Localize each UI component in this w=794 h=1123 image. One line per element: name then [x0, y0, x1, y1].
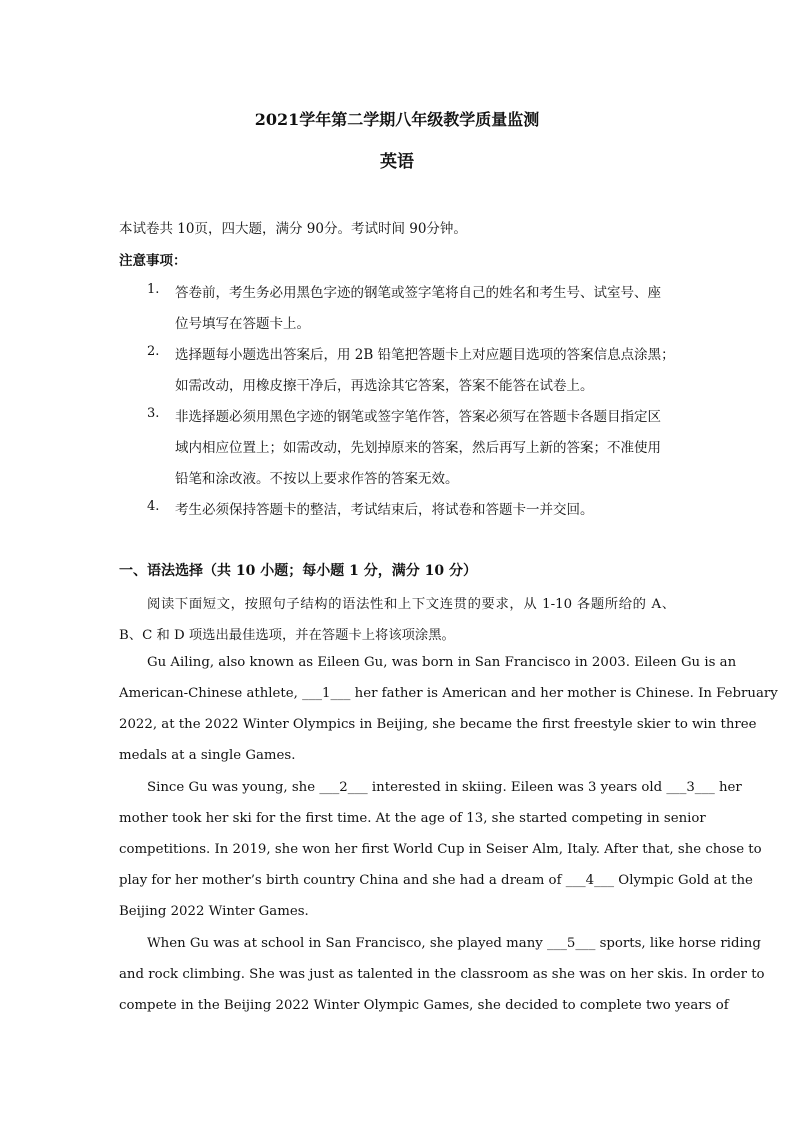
- subject-title: 英语: [380, 152, 414, 172]
- intro-text: 本试卷共 10页，四大题，满分 90分。考试时间 90分钟。: [119, 221, 467, 237]
- passage-line: competitions. In 2019, she won her first World Cup in Seiser Alm, Italy. After that, she chose to: [119, 842, 762, 857]
- passage-line: Since Gu was young, she ___2___ interested in skiing. Eileen was 3 years old ___3___ her: [147, 780, 742, 795]
- passage-line: and rock climbing. She was just as talented in the classroom as she was on her skis. In order to: [119, 967, 765, 982]
- instruction-line: B、C 和 D 项选出最佳选项，并在答题卡上将该项涂黑。: [119, 628, 455, 643]
- exam-title: 2021学年第二学期八年级教学质量监测: [254, 110, 540, 129]
- passage-line: mother took her ski for the first time. At the age of 13, she started competing in senior: [119, 811, 706, 826]
- note-line: 非选择题必须用黑色字迹的钢笔或签字笔作答，答案必须写在答题卡各题目指定区: [175, 409, 661, 425]
- passage-line: compete in the Beijing 2022 Winter Olympic Games, she decided to complete two years of: [119, 998, 729, 1013]
- passage-line: When Gu was at school in San Francisco, she played many ___5___ sports, like horse riding: [147, 936, 761, 951]
- passage-line: 2022, at the 2022 Winter Olympics in Beijing, she became the first freestyle skier to win three: [119, 717, 757, 732]
- section-heading: 一、语法选择（共 10 小题；每小题 1 分，满分 10 分）: [119, 563, 477, 579]
- note-number: 1.: [147, 282, 160, 297]
- note-line: 选择题每小题选出答案后，用 2B 铅笔把答题卡上对应题目选项的答案信息点涂黑；: [175, 347, 675, 363]
- note-line: 铅笔和涂改液。不按以上要求作答的答案无效。: [175, 471, 459, 487]
- passage-line: Gu Ailing, also known as Eileen Gu, was born in San Francisco in 2003. Eileen Gu is an: [147, 655, 737, 670]
- passage-line: medals at a single Games.: [119, 748, 296, 763]
- instruction-line: 阅读下面短文，按照句子结构的语法性和上下文连贯的要求，从 1-10 各题所给的 A、: [147, 597, 675, 612]
- note-line: 域内相应位置上；如需改动，先划掉原来的答案，然后再写上新的答案；不准使用: [175, 440, 661, 456]
- note-line: 位号填写在答题卡上。: [175, 316, 310, 332]
- note-line: 答卷前，考生务必用黑色字迹的钢笔或签字笔将自己的姓名和考生号、试室号、座: [175, 285, 661, 301]
- note-number: 4.: [147, 499, 160, 514]
- passage-line: Beijing 2022 Winter Games.: [119, 904, 309, 919]
- note-number: 2.: [147, 344, 160, 359]
- note-number: 3.: [147, 406, 160, 421]
- note-line: 考生必须保持答题卡的整洁，考试结束后，将试卷和答题卡一并交回。: [175, 502, 594, 518]
- passage-line: American-Chinese athlete, ___1___ her father is American and her mother is Chinese. In February: [119, 686, 778, 701]
- passage-line: play for her mother’s birth country China and she had a dream of ___4___ Olympic Gold at the: [119, 873, 753, 888]
- notes-heading: 注意事项：: [119, 253, 187, 269]
- note-line: 如需改动，用橡皮擦干净后，再选涂其它答案，答案不能答在试卷上。: [175, 378, 594, 394]
